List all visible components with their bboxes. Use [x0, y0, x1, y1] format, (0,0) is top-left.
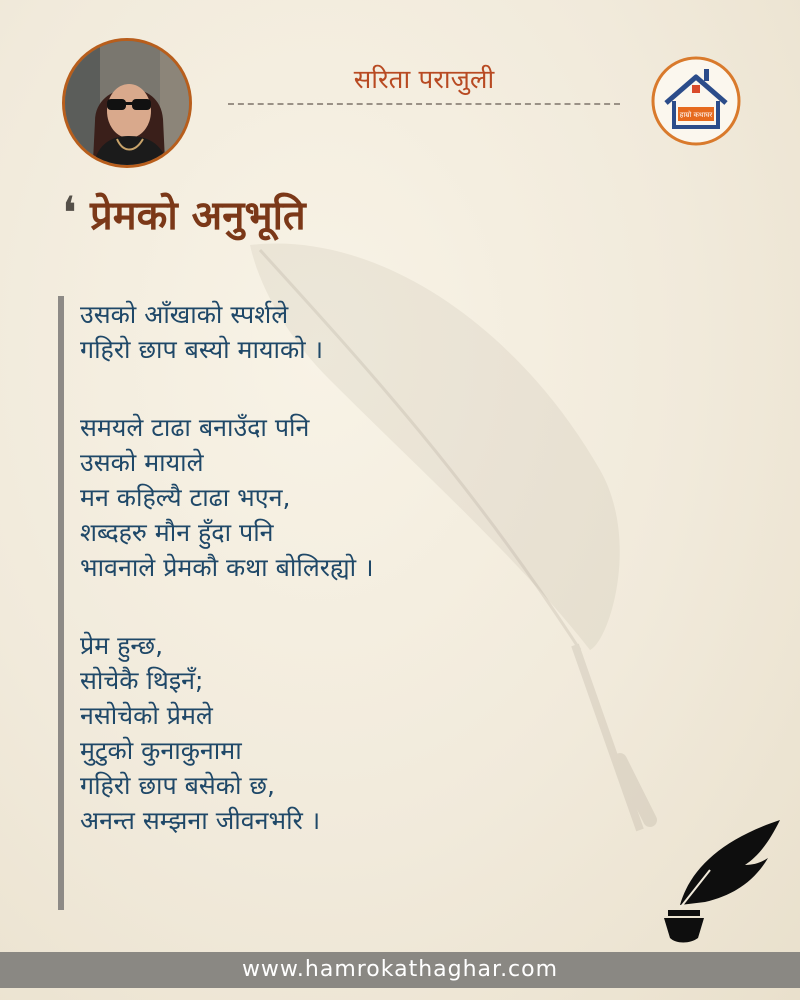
poem-line: सोचेकै थिइनँ;	[80, 666, 204, 695]
stanza-1	[80, 297, 374, 367]
poem-line: मन कहिल्यै टाढा भएन,	[80, 483, 291, 512]
poem-line: मुटुको कुनाकुनामा	[80, 736, 242, 765]
poem-line: अनन्त सम्झना जीवनभरि ।	[80, 806, 321, 835]
logo-text: हाम्रो कथाघर	[679, 111, 713, 119]
poem-line: नसोचेको प्रेमले	[80, 701, 213, 730]
quote-mark: ❛	[62, 186, 77, 240]
quill-inkpot-icon	[650, 810, 790, 950]
poem-line: शब्दहरु मौन हुँदा पनि	[80, 518, 274, 547]
poem-line: गहिरो छाप बस्यो मायाको ।	[80, 335, 324, 364]
author-divider	[228, 103, 620, 105]
poem-line: उसको आँखाको स्पर्शले	[80, 300, 289, 329]
stanza-2	[80, 410, 374, 585]
house-logo-icon	[650, 55, 742, 147]
poem-line: प्रेम हुन्छ,	[80, 631, 164, 660]
poem-body	[80, 297, 374, 838]
poem-side-bar	[58, 296, 64, 910]
poem-line: गहिरो छाप बसेको छ,	[80, 771, 275, 800]
website-footer[interactable]: www.hamrokathaghar.com	[0, 952, 800, 988]
author-photo	[62, 38, 192, 168]
author-name: सरिता पराजुली	[353, 65, 495, 95]
stanza-3	[80, 628, 374, 838]
poem-line: समयले टाढा बनाउँदा पनि	[80, 413, 310, 442]
poem-title: प्रेमको अनुभूति	[90, 193, 306, 239]
poem-line: उसको मायाले	[80, 448, 204, 477]
poem-line: भावनाले प्रेमकौ कथा बोलिरह्यो ।	[80, 553, 374, 582]
